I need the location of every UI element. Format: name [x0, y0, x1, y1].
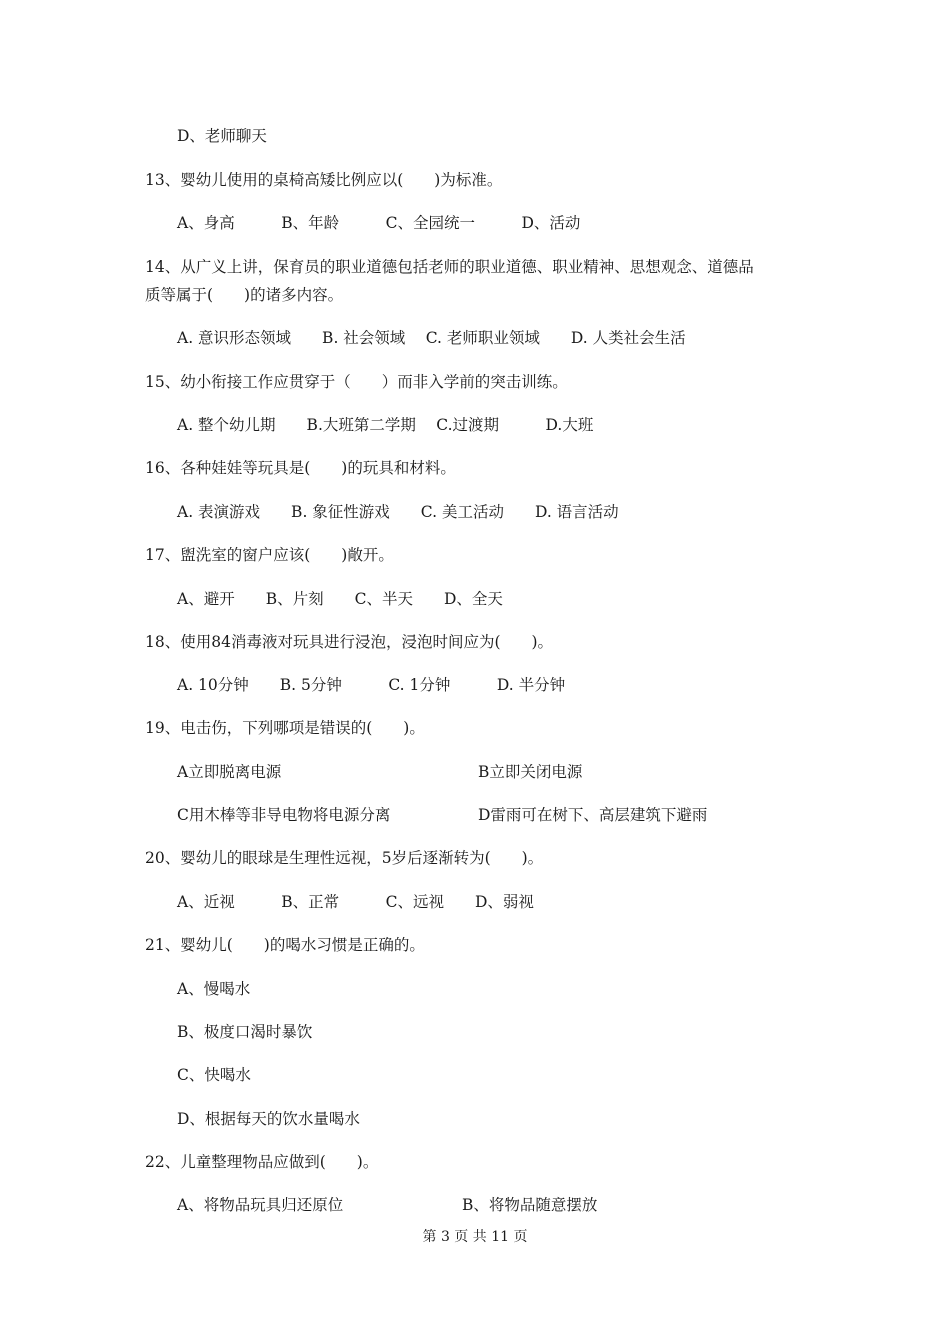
q19-option-d: D雷雨可在树下、高层建筑下避雨 — [478, 806, 708, 824]
q19-question: 19、电击伤，下列哪项是错误的( )。 — [145, 719, 425, 737]
q20-question: 20、婴幼儿的眼球是生理性远视，5岁后逐渐转为( )。 — [145, 849, 544, 867]
q17-options: A、避开 B、片刻 C、半天 D、全天 — [177, 590, 503, 608]
q18-question: 18、使用84消毒液对玩具进行浸泡，浸泡时间应为( )。 — [145, 633, 554, 651]
q12-option-d: D、老师聊天 — [177, 127, 267, 145]
q20-options: A、近视 B、正常 C、远视 D、弱视 — [177, 893, 534, 911]
q22-option-b: B、将物品随意摆放 — [462, 1196, 598, 1214]
q14-question-line1: 14、从广义上讲，保育员的职业道德包括老师的职业道德、职业精神、思想观念、道德品 — [145, 258, 754, 276]
q16-question: 16、各种娃娃等玩具是( )的玩具和材料。 — [145, 459, 456, 477]
q21-option-d: D、根据每天的饮水量喝水 — [177, 1110, 360, 1128]
q13-options: A、身高 B、年龄 C、全园统一 D、活动 — [177, 214, 581, 232]
q19-option-b: B立即关闭电源 — [478, 763, 583, 781]
q21-option-c: C、快喝水 — [177, 1066, 251, 1084]
q14-options: A. 意识形态领域 B. 社会领域 C. 老师职业领域 D. 人类社会生活 — [177, 329, 686, 347]
q21-option-b: B、极度口渴时暴饮 — [177, 1023, 313, 1041]
q16-options: A. 表演游戏 B. 象征性游戏 C. 美工活动 D. 语言活动 — [177, 503, 619, 521]
q13-question: 13、婴幼儿使用的桌椅高矮比例应以( )为标准。 — [145, 171, 503, 189]
q19-option-c: C用木棒等非导电物将电源分离 — [177, 806, 391, 824]
q15-question: 15、幼小衔接工作应贯穿于（ ）而非入学前的突击训练。 — [145, 373, 568, 391]
q14-question-line2: 质等属于( )的诸多内容。 — [145, 286, 344, 304]
q22-question: 22、儿童整理物品应做到( )。 — [145, 1153, 379, 1171]
q18-options: A. 10分钟 B. 5分钟 C. 1分钟 D. 半分钟 — [177, 676, 566, 694]
q15-options: A. 整个幼儿期 B.大班第二学期 C.过渡期 D.大班 — [177, 416, 594, 434]
q19-option-a: A立即脱离电源 — [177, 763, 282, 781]
q21-option-a: A、慢喝水 — [177, 980, 251, 998]
q21-question: 21、婴幼儿( )的喝水习惯是正确的。 — [145, 936, 425, 954]
page-footer: 第 3 页 共 11 页 — [422, 1229, 528, 1245]
q17-question: 17、盥洗室的窗户应该( )敞开。 — [145, 546, 394, 564]
q22-option-a: A、将物品玩具归还原位 — [177, 1196, 344, 1214]
